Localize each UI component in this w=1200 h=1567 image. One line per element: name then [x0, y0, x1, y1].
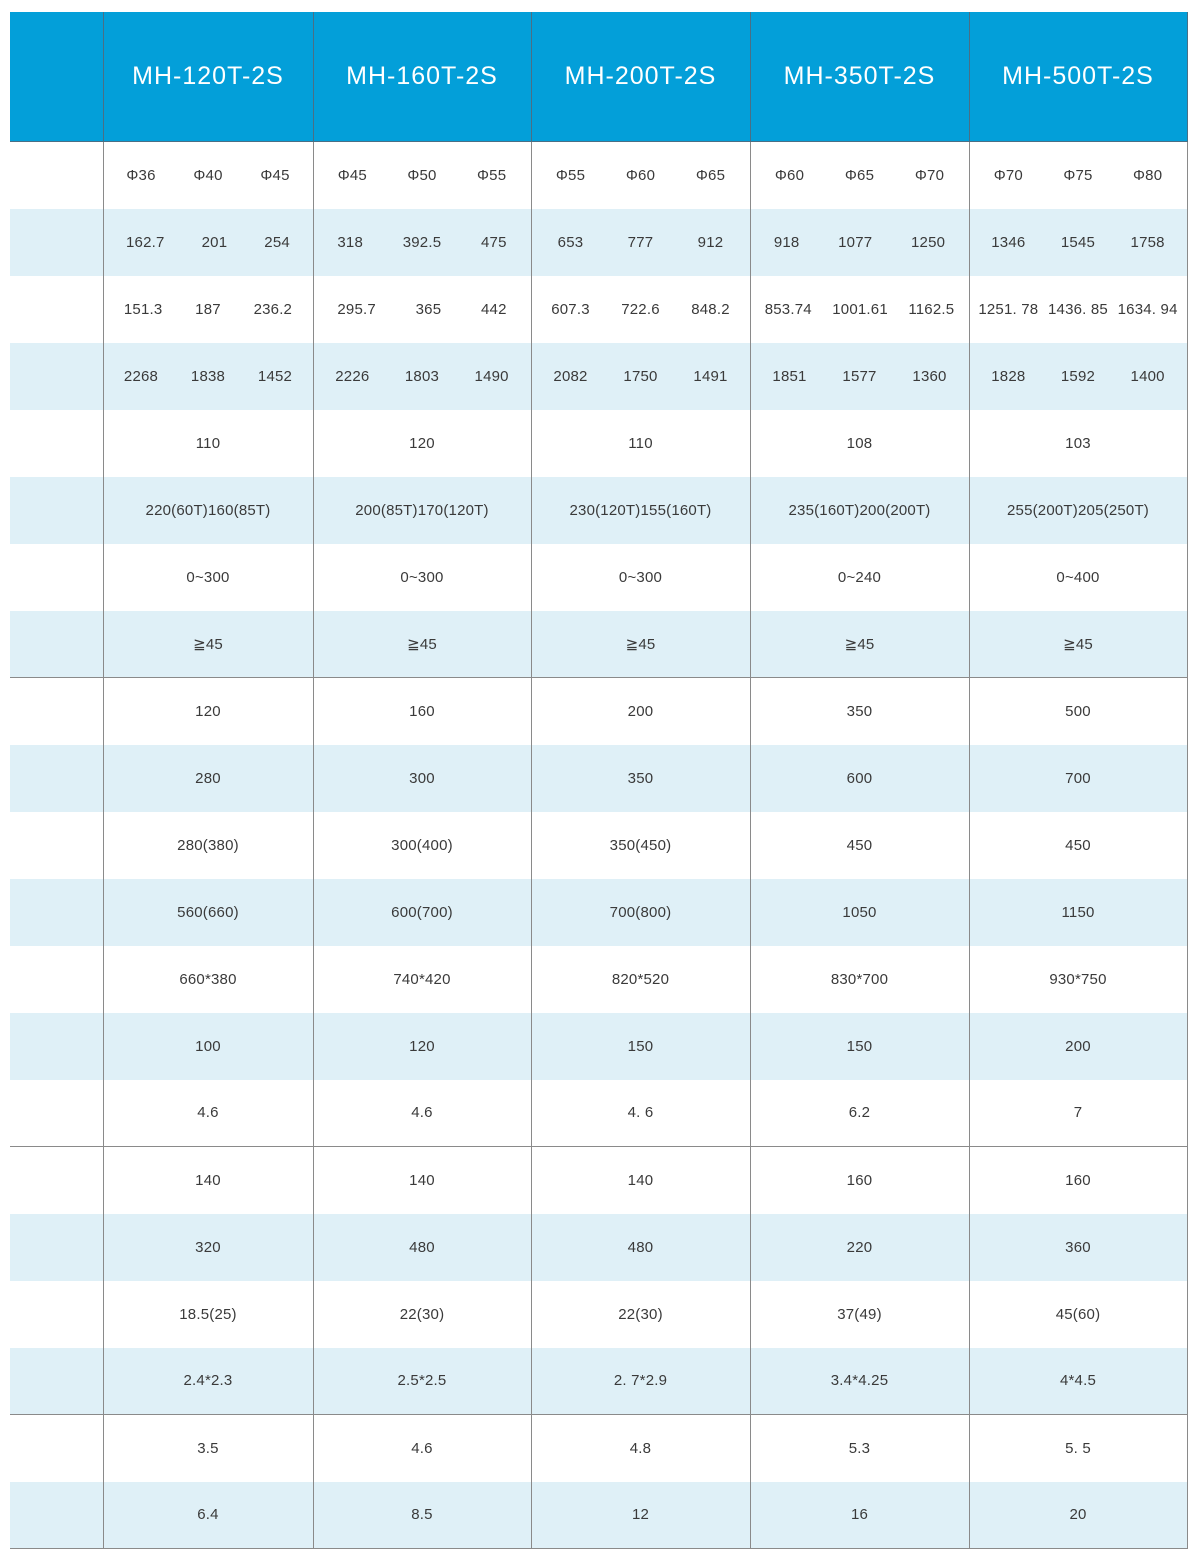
- spec-cell: 450: [969, 812, 1187, 879]
- multi-value-group: [314, 167, 531, 184]
- spec-cell: 3.4*4.25: [750, 1348, 969, 1415]
- spec-cell: 500: [969, 678, 1187, 745]
- spec-cell: 4.8: [531, 1415, 750, 1482]
- spec-cell: 7: [969, 1080, 1187, 1147]
- spec-value: 1750: [623, 367, 658, 385]
- spec-cell: 5. 5: [969, 1415, 1187, 1482]
- spec-cell: [750, 142, 969, 209]
- spec-cell: 120: [103, 678, 313, 745]
- spec-value: Φ65: [695, 166, 726, 184]
- row-label-cell: [10, 1147, 103, 1214]
- spec-value: 295.7: [337, 300, 376, 318]
- spec-cell: [969, 142, 1187, 209]
- spec-cell: 12: [531, 1482, 750, 1549]
- spec-cell: [750, 343, 969, 410]
- spec-value: Φ45: [260, 166, 290, 184]
- row-label-cell: [10, 343, 103, 410]
- spec-cell: 160: [313, 678, 531, 745]
- spec-cell: 830*700: [750, 946, 969, 1013]
- spec-value: 392.5: [402, 233, 442, 251]
- row-label-cell: [10, 812, 103, 879]
- spec-value: 254: [264, 233, 290, 251]
- spec-cell: 660*380: [103, 946, 313, 1013]
- spec-value: 1250: [910, 233, 946, 251]
- spec-value: 1001.61: [832, 300, 888, 318]
- spec-cell: 200: [969, 1013, 1187, 1080]
- spec-cell: 0~240: [750, 544, 969, 611]
- spec-cell: 110: [531, 410, 750, 477]
- model-header: MH-350T-2S: [750, 12, 969, 142]
- spec-cell: 4*4.5: [969, 1348, 1187, 1415]
- spec-cell: 6.2: [750, 1080, 969, 1147]
- row-label-cell: [10, 142, 103, 209]
- spec-cell: [750, 209, 969, 276]
- spec-value: 2268: [123, 367, 159, 385]
- table-row: [10, 745, 1187, 812]
- multi-value-group: [104, 301, 313, 318]
- spec-cell: 350: [750, 678, 969, 745]
- row-label-cell: [10, 410, 103, 477]
- table-row: [10, 1080, 1187, 1147]
- spec-cell: [313, 209, 531, 276]
- table-row: [10, 812, 1187, 879]
- spec-value: Φ60: [774, 166, 805, 184]
- spec-cell: 0~400: [969, 544, 1187, 611]
- spec-value: 1838: [190, 367, 226, 385]
- spec-cell: 6.4: [103, 1482, 313, 1549]
- spec-cell: 140: [103, 1147, 313, 1214]
- spec-value: 187: [195, 300, 221, 318]
- row-label-cell: [10, 611, 103, 678]
- spec-cell: 160: [750, 1147, 969, 1214]
- spec-value: 162.7: [126, 233, 165, 251]
- spec-cell: 3.5: [103, 1415, 313, 1482]
- spec-value: 1436. 85: [1047, 300, 1108, 318]
- spec-value: 1077: [838, 233, 873, 251]
- spec-cell: 700(800): [531, 879, 750, 946]
- table-row: [10, 879, 1187, 946]
- multi-value-group: [104, 234, 313, 251]
- spec-cell: 160: [969, 1147, 1187, 1214]
- spec-cell: 230(120T)155(160T): [531, 477, 750, 544]
- spec-value: 1545: [1060, 233, 1096, 251]
- model-header: MH-500T-2S: [969, 12, 1187, 142]
- spec-cell: 4. 6: [531, 1080, 750, 1147]
- spec-cell: 350: [531, 745, 750, 812]
- multi-value-group: [104, 167, 313, 184]
- spec-value: 1490: [474, 367, 509, 385]
- table-row: [10, 209, 1187, 276]
- row-label-cell: [10, 544, 103, 611]
- spec-cell: [531, 142, 750, 209]
- spec-cell: [531, 276, 750, 343]
- spec-cell: 350(450): [531, 812, 750, 879]
- table-header: [10, 12, 1187, 142]
- spec-value: Φ45: [337, 166, 367, 184]
- spec-cell: [103, 142, 313, 209]
- spec-value: 607.3: [551, 300, 590, 318]
- spec-value: 1491: [693, 367, 728, 385]
- table-row: [10, 946, 1187, 1013]
- row-label-cell: [10, 745, 103, 812]
- spec-cell: 45(60): [969, 1281, 1187, 1348]
- spec-cell: 820*520: [531, 946, 750, 1013]
- spec-cell: 5.3: [750, 1415, 969, 1482]
- spec-value: 1346: [991, 233, 1026, 251]
- multi-value-group: [751, 368, 969, 385]
- spec-value: 1828: [991, 367, 1026, 385]
- spec-cell: 22(30): [531, 1281, 750, 1348]
- table-row: [10, 544, 1187, 611]
- table-row: [10, 1482, 1187, 1549]
- table-body: [10, 142, 1187, 1549]
- spec-cell: 480: [313, 1214, 531, 1281]
- row-label-cell: [10, 276, 103, 343]
- spec-value: 653: [557, 233, 584, 251]
- spec-value: 1851: [772, 367, 807, 385]
- spec-cell: [103, 209, 313, 276]
- spec-cell: 740*420: [313, 946, 531, 1013]
- multi-value-group: [532, 167, 750, 184]
- spec-cell: 2.4*2.3: [103, 1348, 313, 1415]
- spec-cell: 1050: [750, 879, 969, 946]
- row-label-cell: [10, 1281, 103, 1348]
- multi-value-group: [104, 368, 313, 385]
- spec-table: [10, 12, 1188, 1549]
- spec-value: Φ40: [193, 166, 223, 184]
- spec-cell: ≧45: [969, 611, 1187, 678]
- spec-cell: [531, 343, 750, 410]
- row-label-cell: [10, 477, 103, 544]
- spec-cell: [969, 209, 1187, 276]
- row-label-cell: [10, 946, 103, 1013]
- spec-cell: 0~300: [313, 544, 531, 611]
- spec-value: 1592: [1060, 367, 1096, 385]
- spec-value: 318: [337, 233, 363, 251]
- spec-value: Φ60: [625, 166, 656, 184]
- spec-value: 1758: [1130, 233, 1165, 251]
- spec-value: 1577: [842, 367, 877, 385]
- row-label-cell: [10, 1214, 103, 1281]
- spec-cell: 450: [750, 812, 969, 879]
- spec-value: Φ70: [914, 166, 945, 184]
- spec-value: Φ80: [1133, 166, 1163, 184]
- spec-cell: 560(660): [103, 879, 313, 946]
- table-row: [10, 142, 1187, 209]
- spec-cell: 150: [531, 1013, 750, 1080]
- spec-cell: 200(85T)170(120T): [313, 477, 531, 544]
- spec-cell: 300(400): [313, 812, 531, 879]
- spec-cell: 2. 7*2.9: [531, 1348, 750, 1415]
- spec-cell: 22(30): [313, 1281, 531, 1348]
- spec-cell: [313, 276, 531, 343]
- spec-cell: 37(49): [750, 1281, 969, 1348]
- multi-value-group: [970, 234, 1187, 251]
- spec-cell: 4.6: [103, 1080, 313, 1147]
- spec-cell: 220: [750, 1214, 969, 1281]
- spec-cell: 200: [531, 678, 750, 745]
- spec-cell: 600: [750, 745, 969, 812]
- model-header: MH-160T-2S: [313, 12, 531, 142]
- spec-value: 442: [480, 300, 507, 318]
- row-label-cell: [10, 1482, 103, 1549]
- table-row: [10, 477, 1187, 544]
- spec-cell: 280: [103, 745, 313, 812]
- multi-value-group: [751, 167, 969, 184]
- spec-cell: ≧45: [103, 611, 313, 678]
- spec-cell: 4.6: [313, 1080, 531, 1147]
- spec-cell: 1150: [969, 879, 1187, 946]
- spec-value: 722.6: [621, 300, 660, 318]
- spec-value: Φ75: [1063, 166, 1093, 184]
- header-label-cell: [10, 12, 103, 142]
- spec-cell: 300: [313, 745, 531, 812]
- spec-cell: 20: [969, 1482, 1187, 1549]
- spec-cell: 320: [103, 1214, 313, 1281]
- spec-cell: 235(160T)200(200T): [750, 477, 969, 544]
- spec-value: Φ55: [555, 166, 586, 184]
- table-row: [10, 410, 1187, 477]
- spec-cell: [969, 276, 1187, 343]
- row-label-cell: [10, 209, 103, 276]
- spec-value: Φ50: [407, 166, 437, 184]
- multi-value-group: [532, 301, 750, 318]
- spec-cell: [103, 343, 313, 410]
- spec-cell: 120: [313, 410, 531, 477]
- spec-value: 1400: [1130, 367, 1165, 385]
- spec-cell: 120: [313, 1013, 531, 1080]
- spec-cell: 480: [531, 1214, 750, 1281]
- spec-cell: 0~300: [531, 544, 750, 611]
- spec-value: 777: [627, 233, 654, 251]
- spec-value: 853.74: [764, 300, 812, 318]
- spec-value: Φ55: [477, 166, 507, 184]
- header-row: [10, 12, 1187, 142]
- spec-cell: 2.5*2.5: [313, 1348, 531, 1415]
- spec-value: 1634. 94: [1117, 300, 1178, 318]
- table-row: [10, 276, 1187, 343]
- spec-value: 1360: [912, 367, 947, 385]
- spec-cell: 18.5(25): [103, 1281, 313, 1348]
- spec-cell: 100: [103, 1013, 313, 1080]
- multi-value-group: [314, 234, 531, 251]
- spec-value: 1452: [257, 367, 293, 385]
- spec-value: 236.2: [253, 300, 293, 318]
- row-label-cell: [10, 1080, 103, 1147]
- spec-value: Φ36: [126, 166, 156, 184]
- spec-cell: [531, 209, 750, 276]
- multi-value-group: [314, 368, 531, 385]
- spec-cell: ≧45: [313, 611, 531, 678]
- spec-cell: 140: [531, 1147, 750, 1214]
- spec-cell: 600(700): [313, 879, 531, 946]
- table-row: [10, 1348, 1187, 1415]
- spec-value: 201: [201, 233, 228, 251]
- spec-cell: 280(380): [103, 812, 313, 879]
- spec-value: 918: [773, 233, 800, 251]
- spec-cell: ≧45: [750, 611, 969, 678]
- spec-cell: 4.6: [313, 1415, 531, 1482]
- table-row: [10, 1147, 1187, 1214]
- spec-value: Φ65: [844, 166, 875, 184]
- spec-value: 1251. 78: [978, 300, 1039, 318]
- spec-cell: 110: [103, 410, 313, 477]
- table-row: [10, 1415, 1187, 1482]
- spec-value: 2226: [335, 367, 370, 385]
- multi-value-group: [970, 167, 1187, 184]
- spec-cell: 360: [969, 1214, 1187, 1281]
- multi-value-group: [314, 301, 531, 318]
- model-header: MH-120T-2S: [103, 12, 313, 142]
- multi-value-group: [532, 234, 750, 251]
- table-row: [10, 678, 1187, 745]
- spec-cell: 150: [750, 1013, 969, 1080]
- table-row: [10, 1281, 1187, 1348]
- spec-value: 1803: [404, 367, 440, 385]
- multi-value-group: [970, 301, 1187, 318]
- spec-value: 365: [415, 300, 442, 318]
- multi-value-group: [970, 368, 1187, 385]
- row-label-cell: [10, 1013, 103, 1080]
- spec-value: 1162.5: [908, 300, 955, 318]
- spec-cell: [103, 276, 313, 343]
- spec-cell: 103: [969, 410, 1187, 477]
- row-label-cell: [10, 1348, 103, 1415]
- row-label-cell: [10, 1415, 103, 1482]
- spec-cell: [750, 276, 969, 343]
- spec-cell: 8.5: [313, 1482, 531, 1549]
- spec-cell: 930*750: [969, 946, 1187, 1013]
- row-label-cell: [10, 678, 103, 745]
- spec-cell: [313, 343, 531, 410]
- table-row: [10, 343, 1187, 410]
- spec-cell: 700: [969, 745, 1187, 812]
- spec-cell: [969, 343, 1187, 410]
- table-row: [10, 1013, 1187, 1080]
- spec-value: 912: [697, 233, 724, 251]
- spec-cell: 140: [313, 1147, 531, 1214]
- spec-value: 151.3: [123, 300, 163, 318]
- spec-value: Φ70: [993, 166, 1023, 184]
- row-label-cell: [10, 879, 103, 946]
- table-row: [10, 1214, 1187, 1281]
- spec-cell: 108: [750, 410, 969, 477]
- spec-cell: [313, 142, 531, 209]
- multi-value-group: [751, 301, 969, 318]
- multi-value-group: [532, 368, 750, 385]
- spec-cell: ≧45: [531, 611, 750, 678]
- spec-cell: 16: [750, 1482, 969, 1549]
- spec-cell: 220(60T)160(85T): [103, 477, 313, 544]
- spec-value: 475: [480, 233, 507, 251]
- spec-cell: 0~300: [103, 544, 313, 611]
- spec-value: 848.2: [691, 300, 730, 318]
- spec-value: 2082: [553, 367, 588, 385]
- table-row: [10, 611, 1187, 678]
- spec-cell: 255(200T)205(250T): [969, 477, 1187, 544]
- model-header: MH-200T-2S: [531, 12, 750, 142]
- multi-value-group: [751, 234, 969, 251]
